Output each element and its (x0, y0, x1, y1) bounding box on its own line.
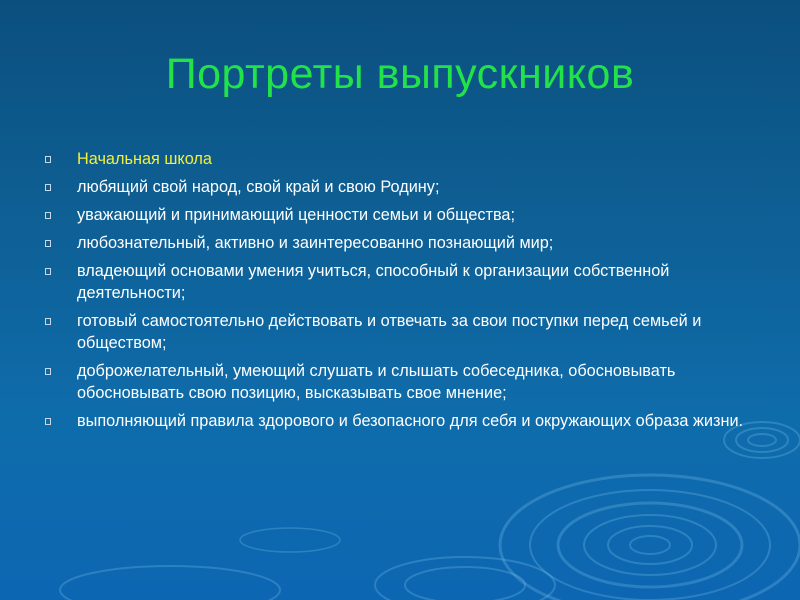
list-item (45, 204, 745, 226)
list-item-text: любознательный, активно и заинтересованно познающий мир; (77, 234, 554, 252)
list-item (45, 310, 745, 354)
square-bullet-icon (45, 318, 51, 325)
slide-title: Портреты выпускников (165, 50, 635, 98)
list-item (45, 260, 745, 304)
list-item-text: готовый самостоятельно действовать и отвечать за свои поступки перед семьей и обществом; (77, 312, 702, 352)
list-item-text: владеющий основами умения учиться, способный к организации собственной деятельности; (77, 262, 670, 302)
list-item-heading (45, 148, 745, 170)
list-item-text: Начальная школа (77, 150, 212, 168)
list-item-text: доброжелательный, умеющий слушать и слышать собеседника, обосновывать обосновывать свою позицию, высказывать свое мнение; (77, 362, 676, 402)
square-bullet-icon (45, 156, 51, 163)
square-bullet-icon (45, 418, 51, 425)
list-item-text: любящий свой народ, свой край и свою Родину; (77, 178, 440, 196)
list-item (45, 232, 745, 254)
square-bullet-icon (45, 240, 51, 247)
list-item (45, 410, 745, 432)
square-bullet-icon (45, 368, 51, 375)
list-item-text: уважающий и принимающий ценности семьи и общества; (77, 206, 516, 224)
list-item (45, 360, 745, 404)
bullet-list (45, 148, 745, 438)
square-bullet-icon (45, 212, 51, 219)
square-bullet-icon (45, 268, 51, 275)
square-bullet-icon (45, 184, 51, 191)
list-item-text: выполняющий правила здорового и безопасного для себя и окружающих образа жизни. (77, 412, 744, 430)
list-item (45, 176, 745, 198)
